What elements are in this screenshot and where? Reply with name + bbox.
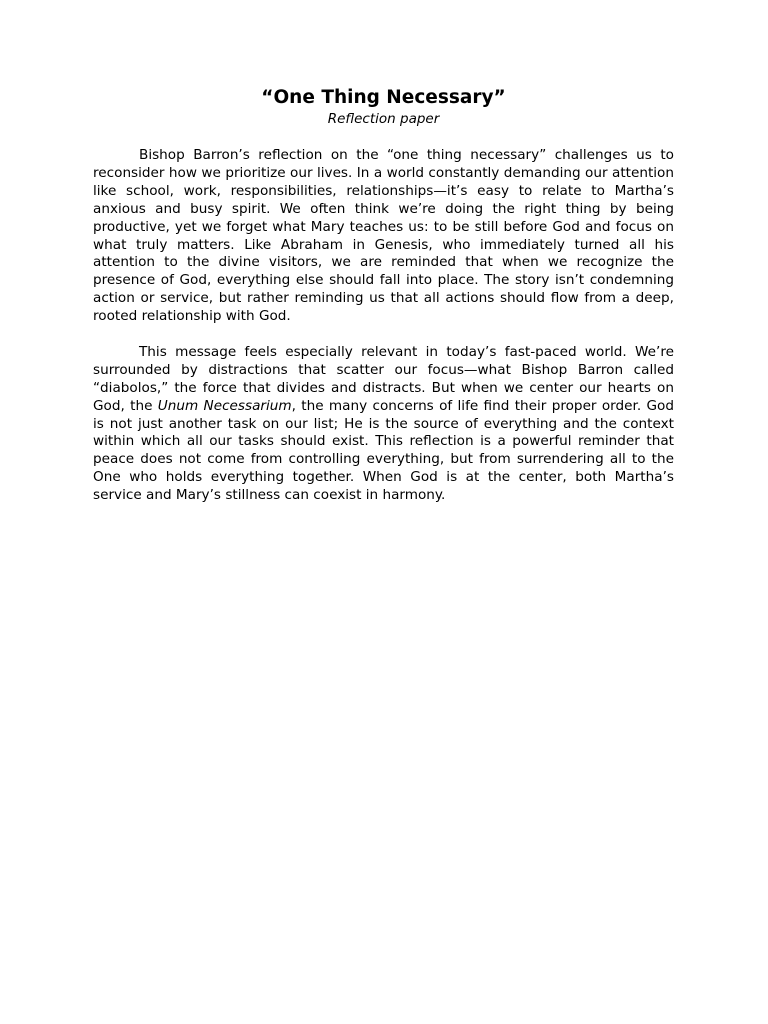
document-subtitle: Reflection paper xyxy=(327,111,440,127)
paragraph-2-italic-term: Unum Necessarium xyxy=(157,397,292,414)
paragraph-2 xyxy=(93,344,674,505)
paragraph-2-text-start: This message feels especially relevant in today’s fast-paced world. We’re surrounded by distractions that scatter our focus—what Bishop Barron called “diabolos,” the force that divides and distracts. But when we center our hearts on God, the xyxy=(93,343,674,414)
document-title: “One Thing Necessary” xyxy=(261,87,506,108)
document-page xyxy=(93,86,674,505)
paragraph-1: Bishop Barron’s reflection on the “one thing necessary” challenges us to reconsider how we prioritize our lives. In a world constantly demanding our attention like school, work, responsibilities, relationships—it’s easy to relate to Martha’s anxious and busy spirit. We often think we’re doing the right thing by being productive, yet we forget what Mary teaches us: to be still before God and focus on what truly matters. Like Abraham in Genesis, who immediately turned all his attention to the divine visitors, we are reminded that when we recognize the presence of God, everything else should fall into place. The story isn’t condemning action or service, but rather reminding us that all actions should flow from a deep, rooted relationship with God. xyxy=(93,147,674,325)
paragraph-2-text-end: , the many concerns of life find their proper order. God is not just another task on our list; He is the source of everything and the context within which all our tasks should exist. This reflection is a powerful reminder that peace does not come from controlling everything, but from surrendering all to the One who holds everything together. When God is at the center, both Martha’s service and Mary’s stillness can coexist in harmony. xyxy=(93,397,674,504)
